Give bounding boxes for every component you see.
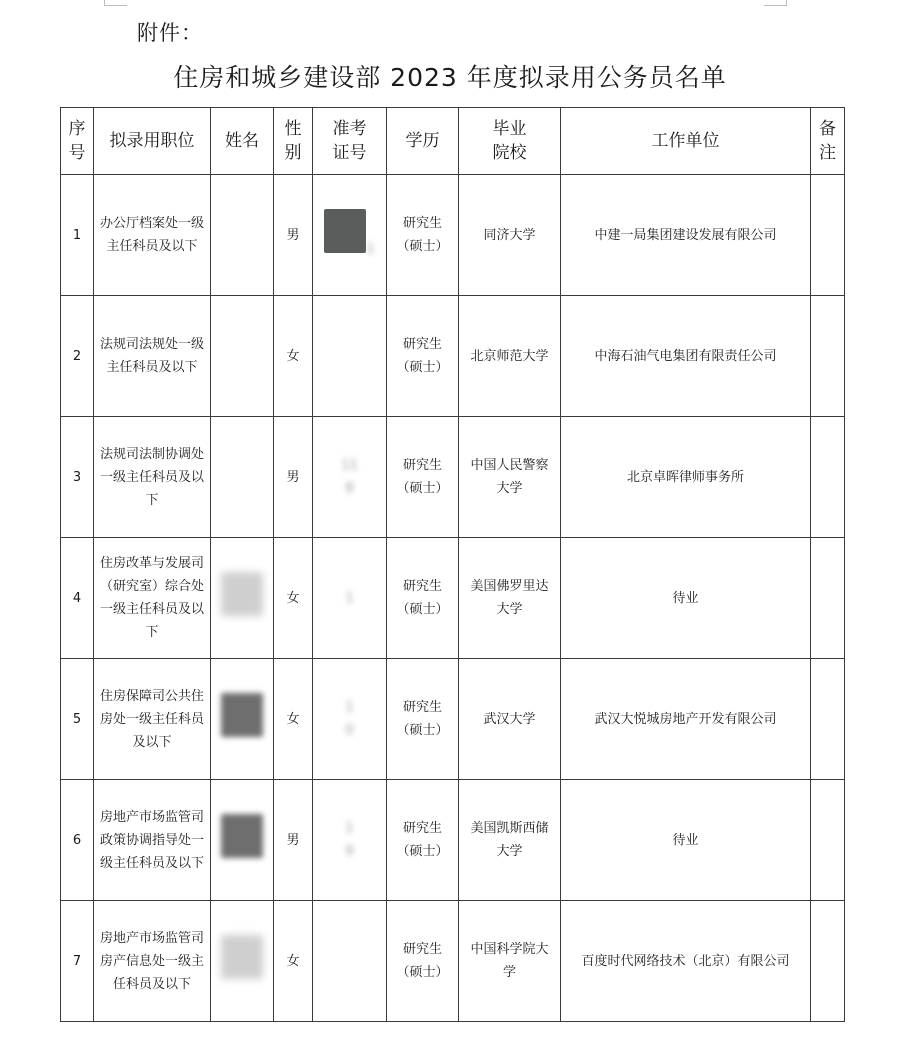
exam-id-cell-redacted — [313, 538, 387, 659]
employer-cell: 百度时代网络技术（北京）有限公司 — [561, 901, 811, 1022]
education-cell: 研究生 （硕士） — [387, 659, 459, 780]
employer-cell: 待业 — [561, 780, 811, 901]
header-employer: 工作单位 — [561, 108, 811, 175]
gender-cell: 女 — [274, 901, 313, 1022]
exam-id-cell-redacted — [313, 296, 387, 417]
post-cell: 法规司法制协调处一级主任科员及以下 — [94, 417, 211, 538]
seq-cell: 1 — [61, 175, 94, 296]
school-cell: 中国人民警察大学 — [459, 417, 561, 538]
employer-cell: 中建一局集团建设发展有限公司 — [561, 175, 811, 296]
table-row — [61, 538, 845, 659]
education-cell: 研究生 （硕士） — [387, 296, 459, 417]
attachment-label: 附件： — [137, 21, 203, 45]
name-cell-redacted — [211, 417, 274, 538]
education-cell: 研究生 （硕士） — [387, 175, 459, 296]
seq-cell: 5 — [61, 659, 94, 780]
exam-id-fragment: 1 — [345, 590, 354, 606]
redaction-block — [221, 814, 263, 858]
seq-cell: 6 — [61, 780, 94, 901]
gender-cell: 女 — [274, 296, 313, 417]
exam-id-fragment: 8 — [345, 481, 354, 496]
exam-id-cell-redacted — [313, 901, 387, 1022]
name-cell-redacted — [211, 659, 274, 780]
education-cell: 研究生 （硕士） — [387, 901, 459, 1022]
header-seq: 序 号 — [61, 108, 94, 175]
post-cell: 住房改革与发展司（研究室）综合处一级主任科员及以下 — [94, 538, 211, 659]
name-cell-redacted — [211, 296, 274, 417]
education-cell: 研究生 （硕士） — [387, 538, 459, 659]
seq-cell: 7 — [61, 901, 94, 1022]
name-cell-redacted — [211, 538, 274, 659]
remark-cell — [811, 901, 845, 1022]
post-cell: 法规司法规处一级主任科员及以下 — [94, 296, 211, 417]
exam-id-fragment: 11 — [341, 458, 358, 473]
exam-id-fragment: 0 — [345, 723, 354, 738]
gender-cell: 男 — [274, 417, 313, 538]
redaction-block — [221, 572, 263, 616]
exam-id-cell-redacted — [313, 780, 387, 901]
table-row — [61, 175, 845, 296]
seq-cell: 4 — [61, 538, 94, 659]
page-corner-mark-right — [764, 0, 787, 6]
name-cell-redacted — [211, 780, 274, 901]
school-cell: 美国凯斯西储大学 — [459, 780, 561, 901]
employer-cell: 待业 — [561, 538, 811, 659]
post-cell: 房地产市场监管司房产信息处一级主任科员及以下 — [94, 901, 211, 1022]
employer-cell: 武汉大悦城房地产开发有限公司 — [561, 659, 811, 780]
table-row — [61, 780, 845, 901]
header-gender: 性 别 — [274, 108, 313, 175]
education-cell: 研究生 （硕士） — [387, 780, 459, 901]
name-cell-redacted — [211, 175, 274, 296]
post-cell: 办公厅档案处一级主任科员及以下 — [94, 175, 211, 296]
education-cell: 研究生 （硕士） — [387, 417, 459, 538]
header-education: 学历 — [387, 108, 459, 175]
page-corner-mark-left — [104, 0, 127, 6]
remark-cell — [811, 538, 845, 659]
school-cell: 同济大学 — [459, 175, 561, 296]
employer-cell: 北京卓晖律师事务所 — [561, 417, 811, 538]
exam-id-cell-redacted — [313, 659, 387, 780]
school-cell: 武汉大学 — [459, 659, 561, 780]
document-title: 住房和城乡建设部 2023 年度拟录用公务员名单 — [173, 63, 727, 92]
school-cell: 北京师范大学 — [459, 296, 561, 417]
remark-cell — [811, 296, 845, 417]
table-row — [61, 417, 845, 538]
employer-cell: 中海石油气电集团有限责任公司 — [561, 296, 811, 417]
remark-cell — [811, 780, 845, 901]
header-name: 姓名 — [211, 108, 274, 175]
table-row — [61, 659, 845, 780]
candidate-table — [60, 107, 845, 1022]
seq-cell: 2 — [61, 296, 94, 417]
redaction-block — [221, 935, 263, 979]
name-cell-redacted — [211, 901, 274, 1022]
seq-cell: 3 — [61, 417, 94, 538]
gender-cell: 女 — [274, 659, 313, 780]
redaction-block — [324, 209, 366, 253]
exam-id-fragment: 1 — [366, 242, 375, 257]
exam-id-fragment: 1 — [345, 700, 354, 715]
post-cell: 住房保障司公共住房处一级主任科员及以下 — [94, 659, 211, 780]
school-cell: 美国佛罗里达大学 — [459, 538, 561, 659]
gender-cell: 男 — [274, 780, 313, 901]
remark-cell — [811, 417, 845, 538]
remark-cell — [811, 659, 845, 780]
redaction-block — [221, 693, 263, 737]
gender-cell: 女 — [274, 538, 313, 659]
school-cell: 中国科学院大学 — [459, 901, 561, 1022]
table-row — [61, 296, 845, 417]
gender-cell: 男 — [274, 175, 313, 296]
header-exam-id: 准考 证号 — [313, 108, 387, 175]
header-school: 毕业 院校 — [459, 108, 561, 175]
exam-id-fragment: 9 — [345, 844, 354, 859]
exam-id-fragment: 1 — [345, 821, 354, 836]
table-header-row — [61, 108, 845, 175]
exam-id-cell-redacted — [313, 417, 387, 538]
remark-cell — [811, 175, 845, 296]
post-cell: 房地产市场监管司政策协调指导处一级主任科员及以下 — [94, 780, 211, 901]
exam-id-cell-redacted — [313, 175, 387, 296]
header-remark: 备 注 — [811, 108, 845, 175]
header-post: 拟录用职位 — [94, 108, 211, 175]
table-row — [61, 901, 845, 1022]
